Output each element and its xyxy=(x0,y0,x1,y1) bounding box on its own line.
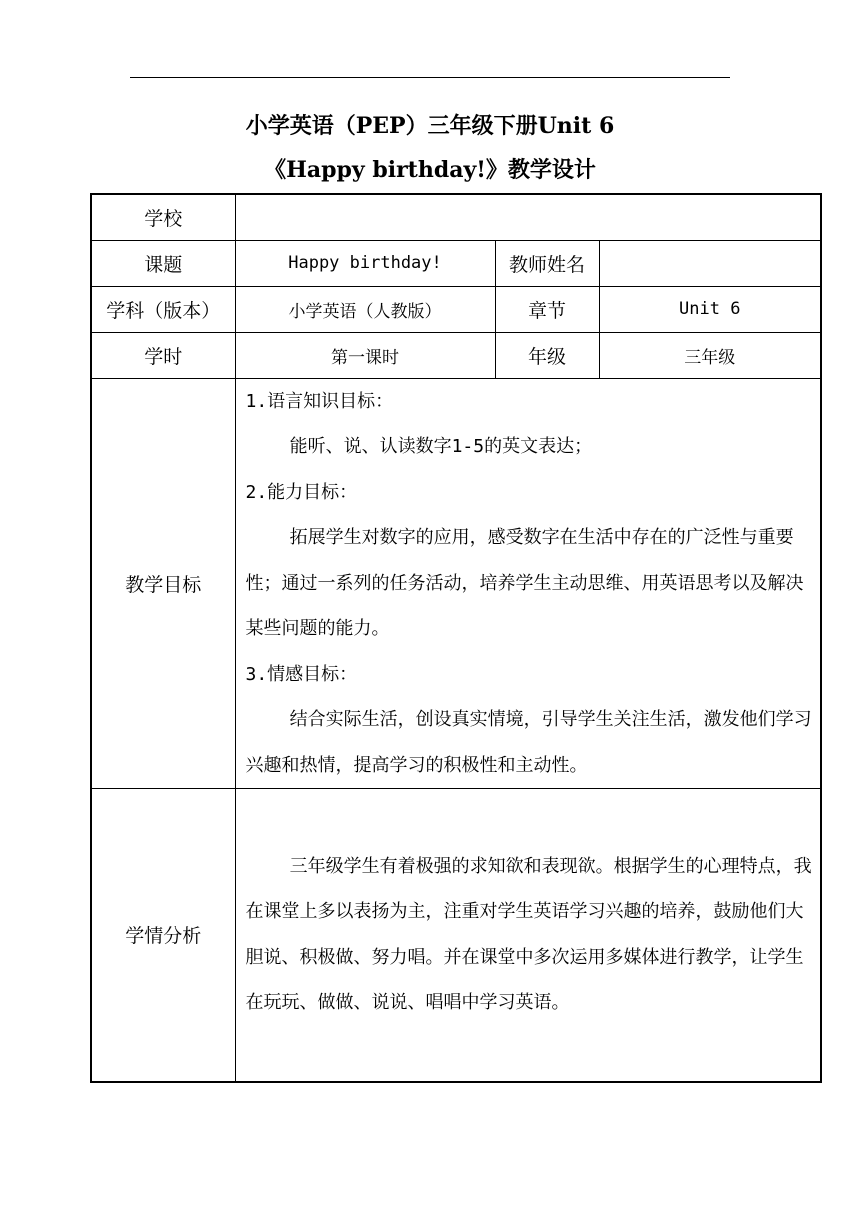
lesson-plan-table xyxy=(90,193,822,1083)
chapter-label: 章节 xyxy=(495,286,599,332)
teacher-value xyxy=(599,240,821,286)
topic-label: 课题 xyxy=(91,240,235,286)
row-subject xyxy=(91,286,821,332)
period-label: 学时 xyxy=(91,332,235,378)
period-value: 第一课时 xyxy=(235,332,495,378)
chapter-value: Unit 6 xyxy=(599,286,821,332)
topic-value: Happy birthday! xyxy=(235,240,495,286)
header-rule xyxy=(130,77,730,78)
document-title: 小学英语（PEP）三年级下册Unit 6 xyxy=(245,113,615,139)
teacher-label: 教师姓名 xyxy=(495,240,599,286)
row-period xyxy=(91,332,821,378)
subject-label: 学科（版本） xyxy=(91,286,235,332)
objective-text-knowledge: 能听、说、认读数字1-5的英文表达； xyxy=(289,436,593,457)
analysis-content xyxy=(235,789,821,1082)
objectives-content xyxy=(235,378,821,789)
grade-label: 年级 xyxy=(495,332,599,378)
analysis-label: 学情分析 xyxy=(91,789,235,1082)
objectives-label: 教学目标 xyxy=(91,378,235,789)
row-objectives xyxy=(91,378,821,789)
row-school xyxy=(91,194,821,240)
school-value xyxy=(235,194,821,240)
school-label: 学校 xyxy=(91,194,235,240)
analysis-text: 三年级学生有着极强的求知欲和表现欲。根据学生的心理特点，我在课堂上多以表扬为主，注重对学生英语学习兴趣的培养，鼓励他们大胆说、积极做、努力唱。并在课堂中多次运用多媒体进行教学，让学生在玩玩、做做、说说、唱唱中学习英语。 xyxy=(245,855,812,1014)
objective-heading-emotion: 3.情感目标： xyxy=(245,663,358,685)
row-analysis xyxy=(91,789,821,1082)
objective-heading-ability: 2.能力目标： xyxy=(245,481,358,503)
subject-value: 小学英语（人教版） xyxy=(235,286,495,332)
objective-text-emotion: 结合实际生活，创设真实情境，引导学生关注生活，激发他们学习兴趣和热情，提高学习的积极性和主动性。 xyxy=(245,709,812,776)
document-subtitle: 《Happy birthday!》教学设计 xyxy=(264,157,596,183)
objective-text-ability: 拓展学生对数字的应用，感受数字在生活中存在的广泛性与重要性；通过一系列的任务活动，培养学生主动思维、用英语思考以及解决某些问题的能力。 xyxy=(245,527,804,639)
objective-heading-knowledge: 1.语言知识目标： xyxy=(245,390,394,412)
row-topic xyxy=(91,240,821,286)
grade-value: 三年级 xyxy=(599,332,821,378)
